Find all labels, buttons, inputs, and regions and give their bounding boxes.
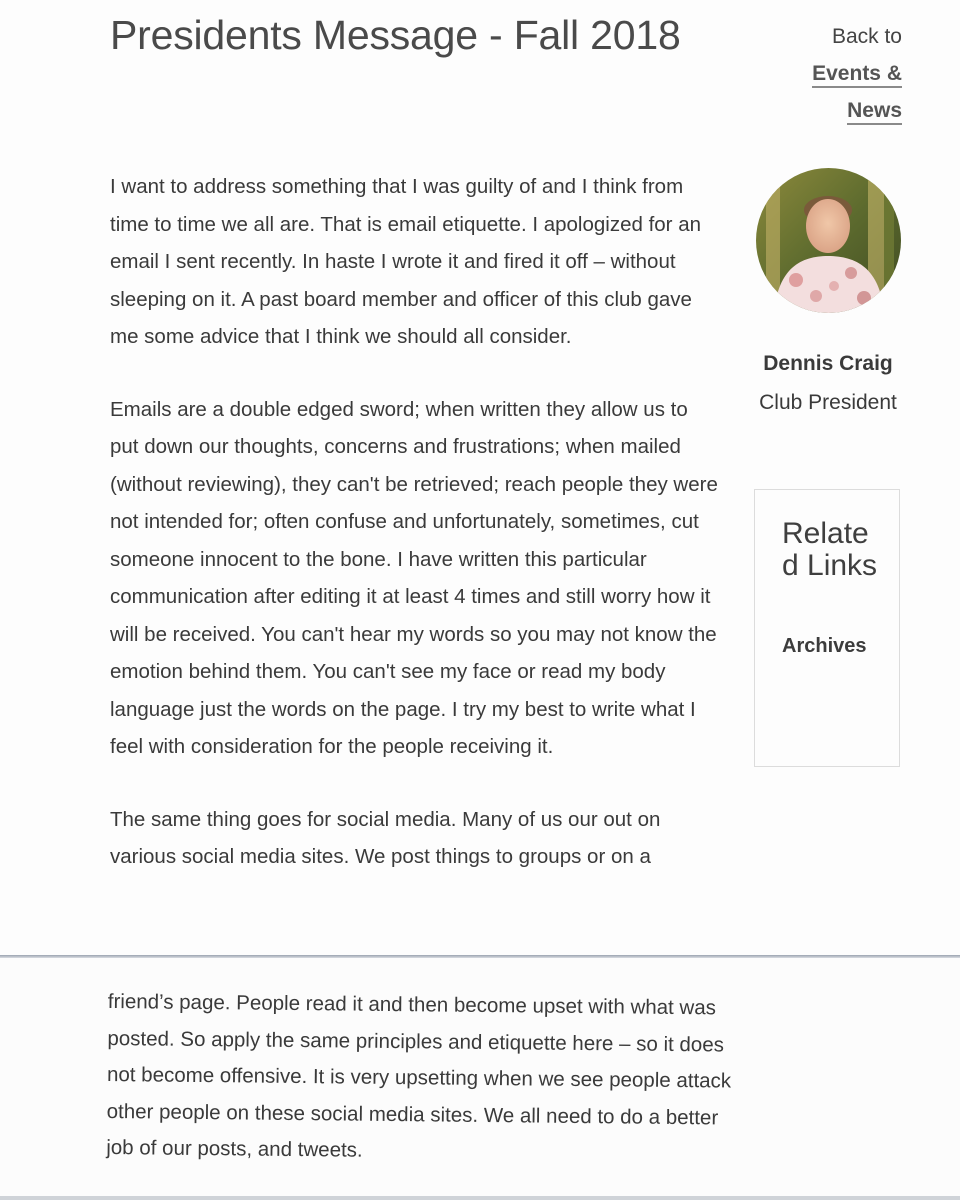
author-role: Club President (759, 391, 897, 414)
related-links-heading: Related Links (782, 517, 878, 582)
events-news-link[interactable] (812, 55, 902, 92)
back-to-label: Back to (831, 25, 902, 48)
back-navigation (812, 18, 902, 129)
events-news-link-continued[interactable] (812, 92, 902, 129)
continued-page-section (0, 958, 960, 1200)
author-photo-image (756, 168, 901, 313)
article-paragraph-3: The same thing goes for social media. Many of us our out on various social media sites. We post things to groups or on a (110, 807, 661, 868)
article-paragraph-continued: friend’s page. People read it and then become upset with what was posted. So apply the same principles and etiquette here – so it does not become offensive. It is very upsetting when we see people attack other people on these social media sites. We all need to do a better job of our posts, and tweets. (106, 989, 732, 1162)
related-links-box (754, 489, 900, 767)
article-continuation (106, 984, 748, 1173)
author-avatar (756, 168, 901, 313)
events-news-link-line1: Events & (812, 62, 902, 88)
author-name: Dennis Craig (763, 352, 893, 375)
article-paragraph-1: I want to address something that I was guilty of and I think from time to time we all are. That is email etiquette. I apologized for an email I sent recently. In haste I wrote it and fired it off – without sleeping on it. A past board member and officer of this club gave me some advice that I think we should all consider. (110, 175, 702, 348)
archives-link[interactable]: Archives (782, 635, 867, 657)
page-title: Presidents Message - Fall 2018 (110, 12, 681, 58)
article-paragraph-2: Emails are a double edged sword; when written they allow us to put down our thoughts, concerns and frustrations; when mailed (without reviewing), they can't be retrieved; reach people they were not intended for; often confuse and unfortunately, sometimes, cut someone innocent to the bone. I have written this particular communication after editing it at least 4 times and still worry how it will be received. You can't hear my words so you may not know the emotion behind them. You can't see my face or read my body language just the words on the page. I try my best to write what I feel with consideration for the people receiving it. (110, 397, 718, 758)
events-news-link-line2: News (847, 99, 902, 125)
page-bottom-edge (0, 1196, 960, 1200)
article-body (110, 168, 720, 911)
